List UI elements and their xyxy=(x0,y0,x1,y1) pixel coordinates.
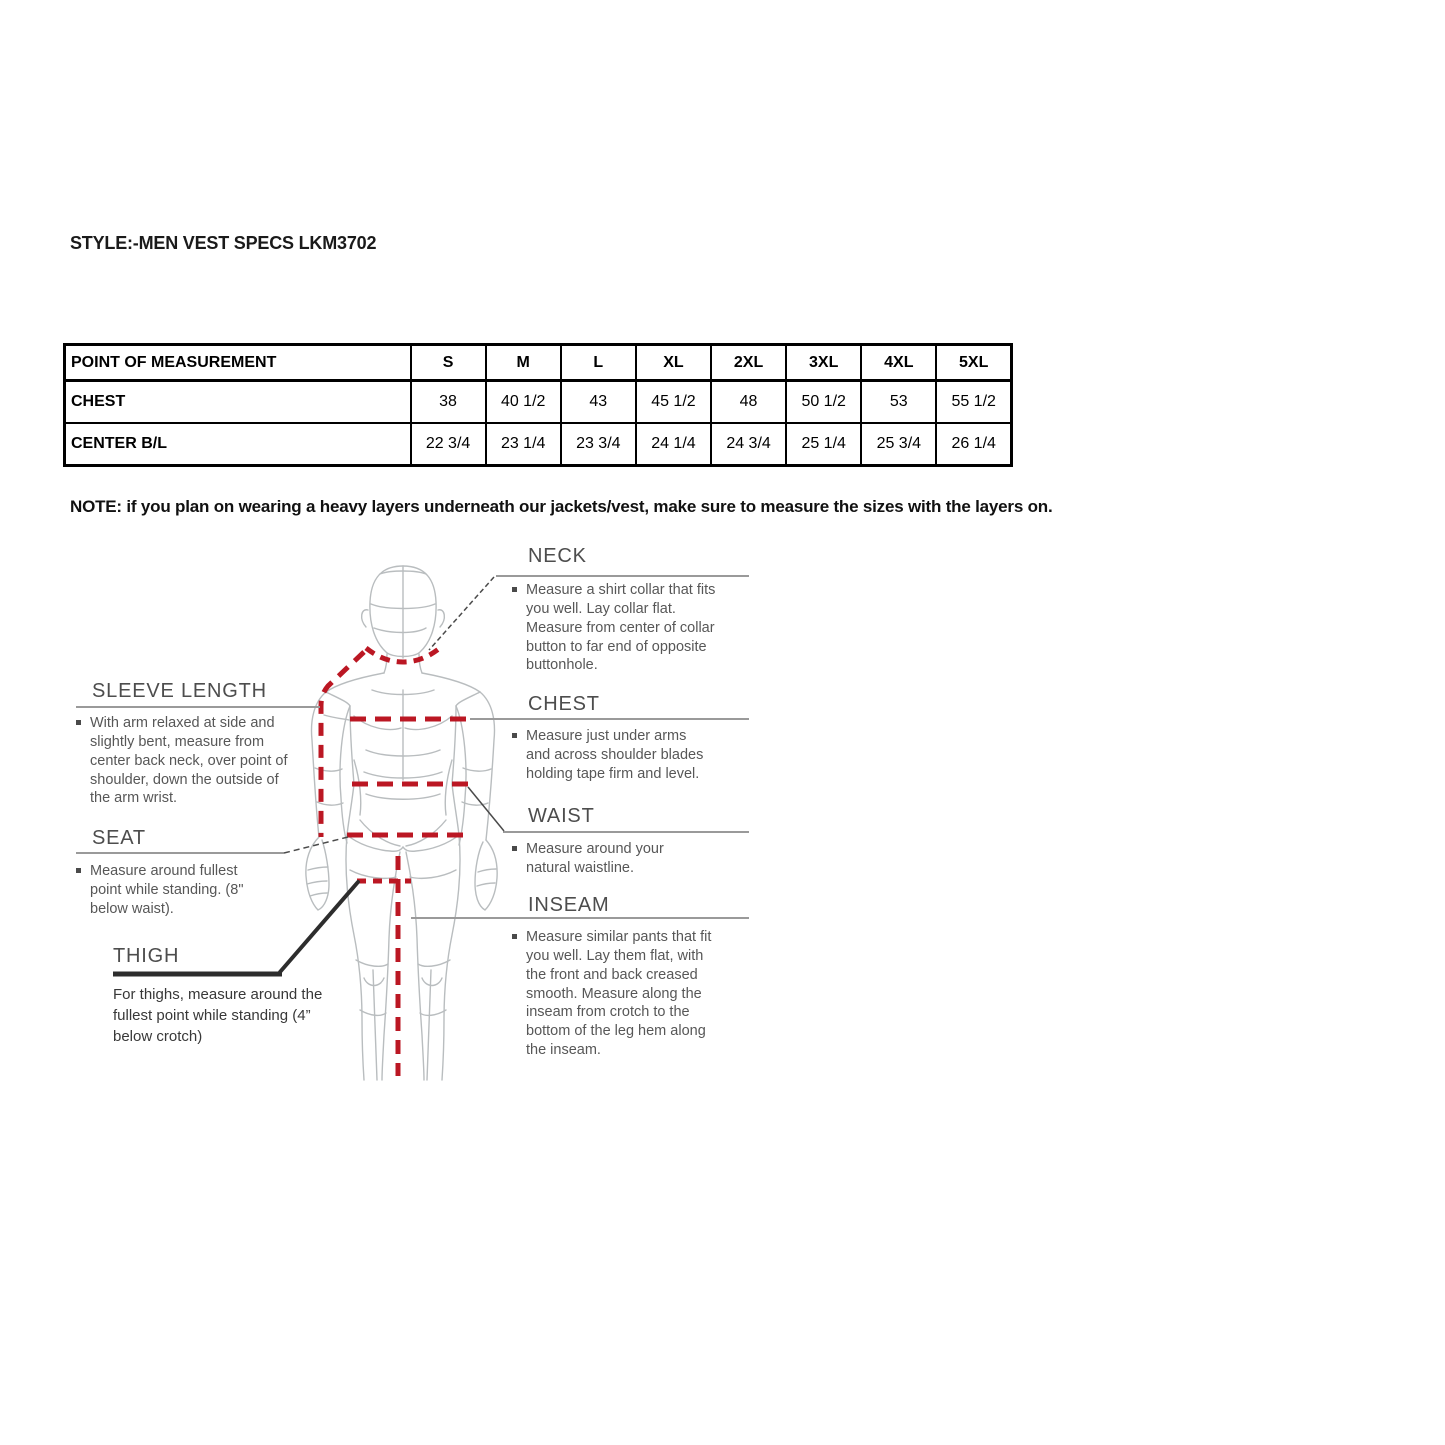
waist-text: Measure around your natural waistline. xyxy=(526,841,664,876)
table-cell: 55 1/2 xyxy=(936,381,1011,424)
sleeve-measure-line xyxy=(321,652,364,837)
table-cell: 26 1/4 xyxy=(936,423,1011,466)
chest-heading: CHEST xyxy=(528,693,600,715)
thigh-text: For thighs, measure around the fullest point while standing (4” below crotch) xyxy=(113,986,323,1045)
bullet-icon xyxy=(512,934,517,939)
table-cell: 23 1/4 xyxy=(486,423,561,466)
waist-section xyxy=(512,804,674,878)
column-header: 2XL xyxy=(711,345,786,381)
sleeve-length-section xyxy=(76,679,292,808)
measurement-diagram xyxy=(0,540,760,1120)
column-header: M xyxy=(486,345,561,381)
column-header: XL xyxy=(636,345,711,381)
seat-text: Measure around fullest point while standing. (8" below waist). xyxy=(90,863,244,917)
figure-wireframe xyxy=(306,566,497,1080)
neck-heading: NECK xyxy=(528,545,587,567)
table-header-row xyxy=(65,345,1012,381)
column-header: S xyxy=(411,345,486,381)
column-header: L xyxy=(561,345,636,381)
thigh-section xyxy=(113,944,323,1047)
row-label: CHEST xyxy=(65,381,411,424)
neck-section xyxy=(512,544,728,675)
inseam-heading: INSEAM xyxy=(528,894,610,916)
sleeve-length-heading: SLEEVE LENGTH xyxy=(92,680,267,702)
measuring-note: NOTE: if you plan on wearing a heavy layers underneath our jackets/vest, make sure to measure the sizes with the layers on. xyxy=(70,497,1053,516)
sleeve-length-text: With arm relaxed at side and slightly bent, measure from center back neck, over point of shoulder, down the outside of the arm wrist. xyxy=(90,715,288,807)
table-cell: 50 1/2 xyxy=(786,381,861,424)
chest-section xyxy=(512,692,714,784)
table-cell: 53 xyxy=(861,381,936,424)
column-header: 3XL xyxy=(786,345,861,381)
inseam-text: Measure similar pants that fit you well. Lay them flat, with the front and back creased smooth. Measure along the inseam from crotch to the bottom of the leg hem along the inseam. xyxy=(526,929,712,1059)
size-chart-table xyxy=(63,343,1013,467)
table-cell: 24 1/4 xyxy=(636,423,711,466)
table-cell: 24 3/4 xyxy=(711,423,786,466)
seat-section xyxy=(76,826,258,919)
page-title: STYLE:-MEN VEST SPECS LKM3702 xyxy=(70,233,377,253)
neck-text: Measure a shirt collar that fits you well. Lay collar flat. Measure from center of collar button to far end of opposite buttonhole. xyxy=(526,582,716,674)
column-header: 4XL xyxy=(861,345,936,381)
table-cell: 38 xyxy=(411,381,486,424)
table-cell: 45 1/2 xyxy=(636,381,711,424)
waist-heading: WAIST xyxy=(528,805,595,827)
table-cell: 22 3/4 xyxy=(411,423,486,466)
bullet-icon xyxy=(76,720,81,725)
column-header: 5XL xyxy=(936,345,1011,381)
measurement-lines xyxy=(321,648,470,1076)
table-cell: 23 3/4 xyxy=(561,423,636,466)
table-row xyxy=(65,423,1012,466)
seat-heading: SEAT xyxy=(92,827,146,849)
column-header: POINT OF MEASUREMENT xyxy=(65,345,411,381)
table-cell: 25 1/4 xyxy=(786,423,861,466)
table-cell: 43 xyxy=(561,381,636,424)
bullet-icon xyxy=(512,846,517,851)
chest-text: Measure just under arms and across shoulder blades holding tape firm and level. xyxy=(526,728,704,782)
table-cell: 25 3/4 xyxy=(861,423,936,466)
waist-leader xyxy=(468,787,504,831)
thigh-heading: THIGH xyxy=(113,945,180,967)
bullet-icon xyxy=(512,733,517,738)
inseam-section xyxy=(512,893,718,1060)
bullet-icon xyxy=(512,587,517,592)
table-cell: 48 xyxy=(711,381,786,424)
neck-leader xyxy=(429,577,494,650)
table-row xyxy=(65,381,1012,424)
bullet-icon xyxy=(76,868,81,873)
table-cell: 40 1/2 xyxy=(486,381,561,424)
row-label: CENTER B/L xyxy=(65,423,411,466)
